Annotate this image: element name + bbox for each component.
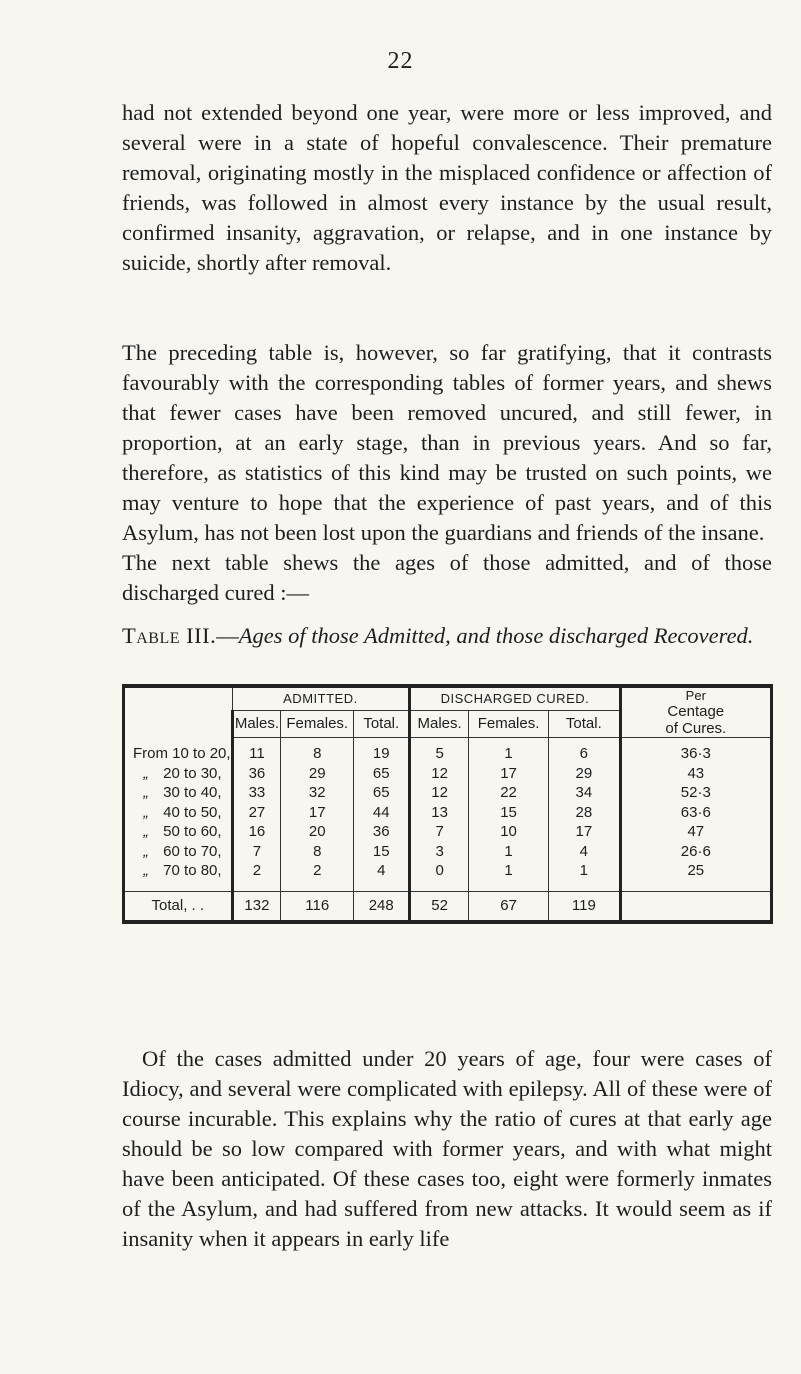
table-title <box>122 623 782 649</box>
admitted-total-cell: 36 <box>354 822 410 842</box>
admitted-total-cell: 15 <box>354 842 410 862</box>
age-range: 70 to 80, <box>163 862 222 880</box>
admitted-males-cell: 36 <box>232 764 281 784</box>
percentage-cell: 52·3 <box>620 783 771 803</box>
total-discharged-males: 52 <box>410 891 469 922</box>
age-prefix: From <box>133 745 168 762</box>
table-row <box>124 783 772 803</box>
admitted-females-cell: 8 <box>281 842 354 862</box>
ditto-mark: „ <box>143 764 149 782</box>
total-admitted-females: 116 <box>281 891 354 922</box>
age-header-blank <box>124 686 233 738</box>
age-range: 40 to 50, <box>163 803 222 821</box>
ditto-mark: „ <box>143 823 149 841</box>
age-range: 10 to 20, <box>172 745 231 762</box>
discharged-males-cell: 12 <box>410 764 469 784</box>
discharged-females-cell: 22 <box>468 783 548 803</box>
admitted-total-cell: 19 <box>354 738 410 764</box>
age-range-cell <box>124 822 233 842</box>
total-label: Total, . . <box>124 891 233 922</box>
paragraph-3 <box>122 548 772 608</box>
discharged-females-cell: 10 <box>468 822 548 842</box>
total-admitted-total: 248 <box>354 891 410 922</box>
admitted-total-cell: 65 <box>354 783 410 803</box>
discharged-males-cell: 7 <box>410 822 469 842</box>
total-row <box>124 891 772 922</box>
discharged-total-cell: 6 <box>549 738 620 764</box>
ditto-mark: „ <box>143 784 149 802</box>
admitted-females-cell: 20 <box>281 822 354 842</box>
table-row <box>124 842 772 862</box>
percentage-header <box>620 686 771 738</box>
table-row <box>124 861 772 891</box>
admitted-total-cell: 44 <box>354 803 410 823</box>
percentage-cell: 63·6 <box>620 803 771 823</box>
discharged-total-cell: 28 <box>549 803 620 823</box>
age-range: 20 to 30, <box>163 764 222 782</box>
ages-table <box>122 684 773 924</box>
paragraph-4-text: Of the cases admitted under 20 years of age, four were cases of Idiocy, and several were complicated with epilepsy. All of these were of course incurable. This explains why the ratio of cures at that early age should be so low compared with former years, and with what might have been anticipated. Of these cases too, eight were formerly inmates of the Asylum, and had suffered from new attacks. It would seem as if insanity when it appears in early life <box>122 1046 772 1251</box>
admitted-females-cell: 2 <box>281 861 354 891</box>
percentage-cell: 25 <box>620 861 771 891</box>
admitted-females-cell: 8 <box>281 738 354 764</box>
percentage-cell: 43 <box>620 764 771 784</box>
percentage-header-per: Per <box>685 688 706 703</box>
age-range-cell <box>124 842 233 862</box>
discharged-total-cell: 34 <box>549 783 620 803</box>
age-range: 30 to 40, <box>163 784 222 802</box>
admitted-males-header: Males. <box>232 710 281 737</box>
admitted-males-cell: 2 <box>232 861 281 891</box>
admitted-males-cell: 27 <box>232 803 281 823</box>
age-range: 60 to 70, <box>163 842 222 860</box>
discharged-females-cell: 1 <box>468 861 548 891</box>
discharged-females-cell: 15 <box>468 803 548 823</box>
paragraph-3-text: The next table shews the ages of those admitted, and of those discharged cured :— <box>122 550 772 605</box>
table-row <box>124 822 772 842</box>
age-range-cell <box>124 803 233 823</box>
discharged-males-cell: 13 <box>410 803 469 823</box>
discharged-males-cell: 0 <box>410 861 469 891</box>
age-range: 50 to 60, <box>163 823 222 841</box>
paragraph-4 <box>122 1044 772 1254</box>
table-title-caption: Ages of those Admitted, and those discharged Recovered. <box>238 623 754 648</box>
total-percentage <box>620 891 771 922</box>
age-range-cell <box>124 861 233 891</box>
ditto-mark: „ <box>143 842 149 860</box>
discharged-total-cell: 1 <box>549 861 620 891</box>
admitted-females-cell: 32 <box>281 783 354 803</box>
admitted-females-header: Females. <box>281 710 354 737</box>
discharged-total-header: Total. <box>549 710 620 737</box>
discharged-total-cell: 4 <box>549 842 620 862</box>
paragraph-1 <box>122 98 772 278</box>
discharged-females-cell: 17 <box>468 764 548 784</box>
discharged-header: DISCHARGED CURED. <box>410 686 620 710</box>
total-admitted-males: 132 <box>232 891 281 922</box>
table-title-dash: — <box>216 623 239 648</box>
admitted-females-cell: 17 <box>281 803 354 823</box>
table-title-label: Table III. <box>122 623 217 648</box>
admitted-total-cell: 4 <box>354 861 410 891</box>
paragraph-1-text: had not extended beyond one year, were more or less improved, and several were in a state of hopeful convalescence. Their premature removal, originating mostly in the misplaced confidence or affection of friends, was followed in almost every instance by the usual result, confirmed insanity, aggravation, or relapse, and in one instance by suicide, shortly after removal. <box>122 100 772 275</box>
percentage-header-centage: Centage <box>667 703 725 720</box>
discharged-males-cell: 12 <box>410 783 469 803</box>
admitted-males-cell: 16 <box>232 822 281 842</box>
age-range-cell <box>124 738 233 764</box>
admitted-header: ADMITTED. <box>232 686 410 710</box>
age-range-cell <box>124 764 233 784</box>
admitted-total-header: Total. <box>354 710 410 737</box>
table-row <box>124 764 772 784</box>
percentage-cell: 47 <box>620 822 771 842</box>
age-range-cell <box>124 783 233 803</box>
percentage-cell: 26·6 <box>620 842 771 862</box>
discharged-females-cell: 1 <box>468 738 548 764</box>
admitted-males-cell: 33 <box>232 783 281 803</box>
paragraph-2-text: The preceding table is, however, so far gratifying, that it contrasts favourably with the corresponding tables of former years, and shews that fewer cases have been removed uncured, and still fewer, in proportion, at an early stage, than in previous years. And so far, therefore, as statistics of this kind may be trusted on such points, we may venture to hope that the experience of past years, and of this Asylum, has not been lost upon the guardians and friends of the insane. <box>122 340 772 545</box>
ditto-mark: „ <box>143 862 149 880</box>
discharged-females-cell: 1 <box>468 842 548 862</box>
percentage-cell: 36·3 <box>620 738 771 764</box>
total-discharged-females: 67 <box>468 891 548 922</box>
table-row <box>124 803 772 823</box>
paragraph-2 <box>122 338 772 548</box>
ditto-mark: „ <box>143 803 149 821</box>
discharged-females-header: Females. <box>468 710 548 737</box>
page-number: 22 <box>387 48 414 74</box>
admitted-females-cell: 29 <box>281 764 354 784</box>
discharged-total-cell: 17 <box>549 822 620 842</box>
admitted-total-cell: 65 <box>354 764 410 784</box>
total-discharged-total: 119 <box>549 891 620 922</box>
table-row <box>124 738 772 764</box>
admitted-males-cell: 11 <box>232 738 281 764</box>
percentage-header-of-cures: of Cures. <box>665 720 727 737</box>
admitted-males-cell: 7 <box>232 842 281 862</box>
discharged-males-cell: 3 <box>410 842 469 862</box>
discharged-males-cell: 5 <box>410 738 469 764</box>
discharged-males-header: Males. <box>410 710 469 737</box>
discharged-total-cell: 29 <box>549 764 620 784</box>
